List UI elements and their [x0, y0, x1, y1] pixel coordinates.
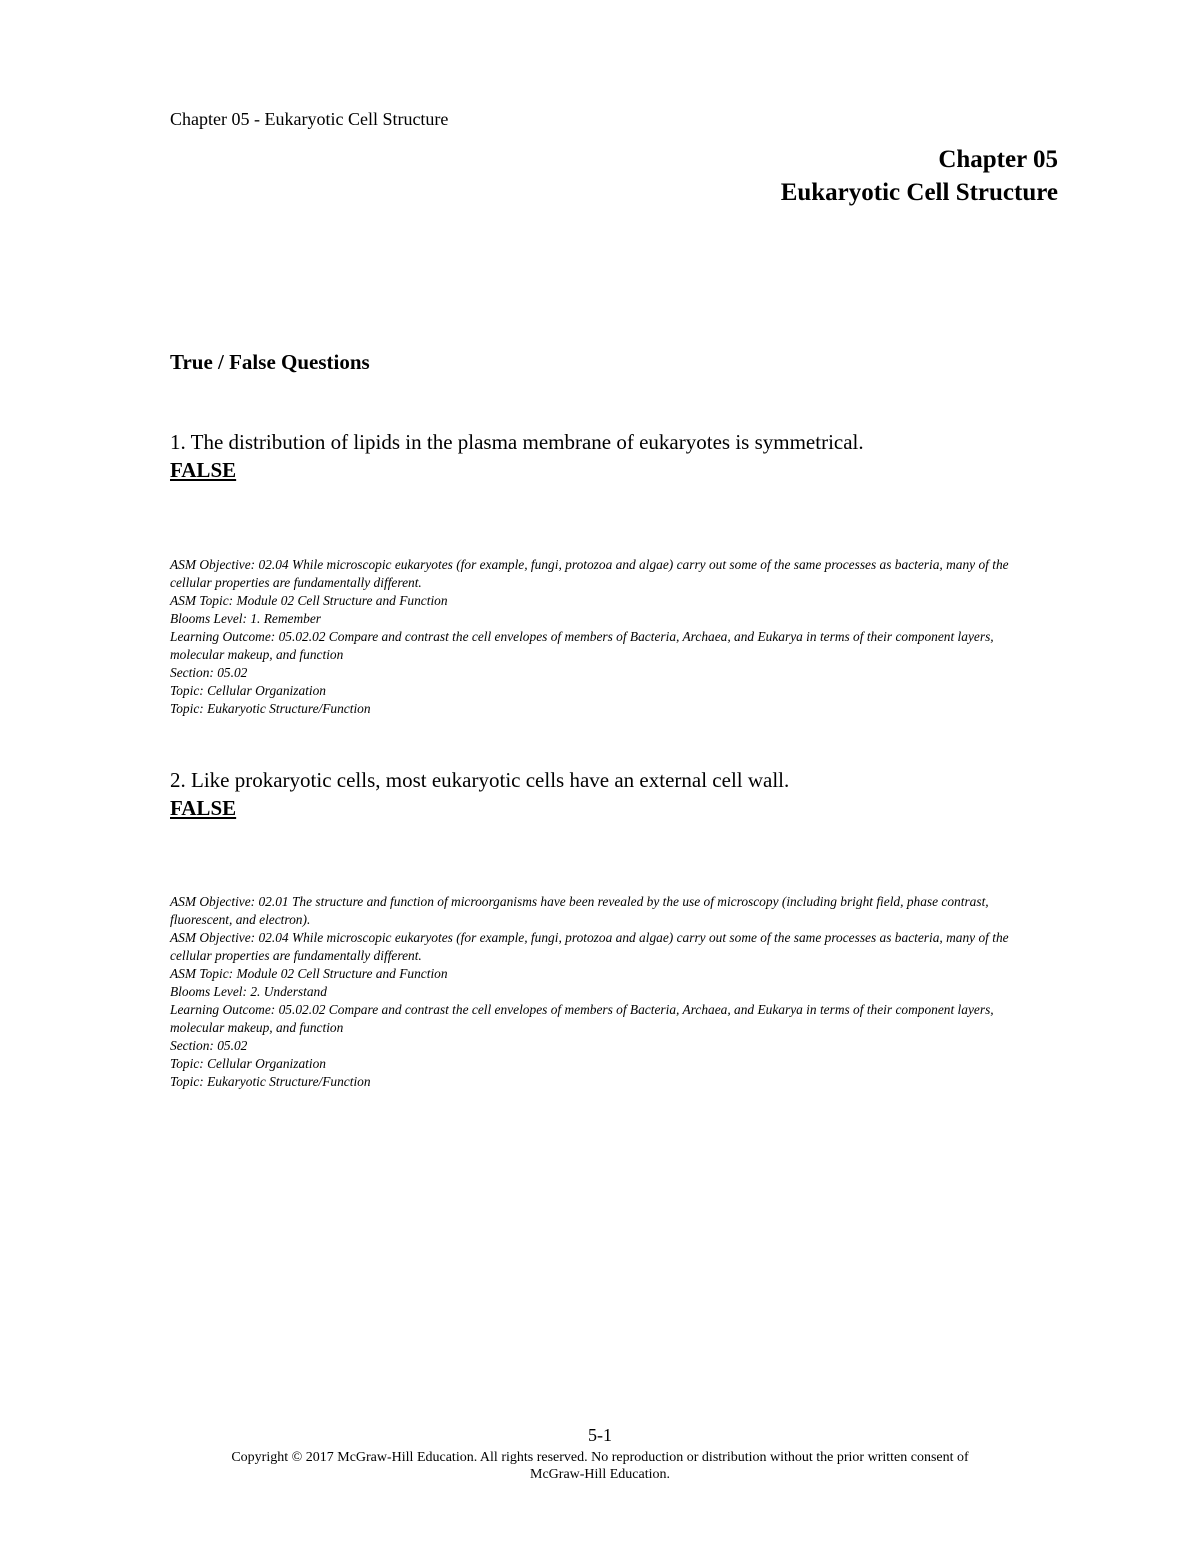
meta-line: Section: 05.02: [170, 1038, 248, 1053]
meta-line: Learning Outcome: 05.02.02 Compare and contrast the cell envelopes of members of Bacteria, Archaea, and Eukarya in terms of their component layers, molecular makeup, and function: [170, 1002, 994, 1035]
question-text: 1. The distribution of lipids in the plasma membrane of eukaryotes is symmetrical.: [170, 430, 864, 454]
question-1: [170, 428, 1070, 484]
question-text: 2. Like prokaryotic cells, most eukaryotic cells have an external cell wall.: [170, 768, 790, 792]
meta-line: ASM Objective: 02.04 While microscopic eukaryotes (for example, fungi, protozoa and algae) carry out some of the same processes as bacteria, many of the cellular properties are fundamentally different.: [170, 557, 1009, 590]
question-1-metadata: [170, 556, 1040, 718]
meta-line: ASM Topic: Module 02 Cell Structure and Function: [170, 966, 448, 981]
meta-line: ASM Objective: 02.04 While microscopic eukaryotes (for example, fungi, protozoa and algae) carry out some of the same processes as bacteria, many of the cellular properties are fundamentally different.: [170, 930, 1009, 963]
meta-line: ASM Objective: 02.01 The structure and function of microorganisms have been revealed by the use of microscopy (including bright field, phase contrast, fluorescent, and electron).: [170, 894, 989, 927]
section-heading: True / False Questions: [170, 350, 370, 374]
chapter-number: Chapter 05: [938, 146, 1058, 173]
meta-line: Topic: Cellular Organization: [170, 683, 326, 698]
chapter-title-block: [781, 143, 1058, 209]
page-number: 5-1: [588, 1425, 612, 1445]
question-2-metadata: [170, 893, 1040, 1091]
copyright-line-2: McGraw-Hill Education.: [530, 1467, 670, 1482]
meta-line: Learning Outcome: 05.02.02 Compare and contrast the cell envelopes of members of Bacteria, Archaea, and Eukarya in terms of their component layers, molecular makeup, and function: [170, 629, 994, 662]
copyright-footer: [0, 1449, 1200, 1483]
meta-line: Blooms Level: 1. Remember: [170, 611, 321, 626]
copyright-line-1: Copyright © 2017 McGraw-Hill Education. All rights reserved. No reproduction or distribution without the prior written consent of: [231, 1450, 969, 1465]
running-header: Chapter 05 - Eukaryotic Cell Structure: [170, 109, 449, 129]
question-2: [170, 766, 1070, 822]
meta-line: Topic: Eukaryotic Structure/Function: [170, 701, 371, 716]
meta-line: Topic: Eukaryotic Structure/Function: [170, 1074, 371, 1089]
question-answer: FALSE: [170, 458, 237, 482]
chapter-title: Eukaryotic Cell Structure: [780, 179, 1058, 206]
meta-line: Topic: Cellular Organization: [170, 1056, 326, 1071]
question-answer: FALSE: [170, 796, 237, 820]
meta-line: Section: 05.02: [170, 665, 248, 680]
meta-line: Blooms Level: 2. Understand: [170, 984, 327, 999]
meta-line: ASM Topic: Module 02 Cell Structure and Function: [170, 593, 448, 608]
